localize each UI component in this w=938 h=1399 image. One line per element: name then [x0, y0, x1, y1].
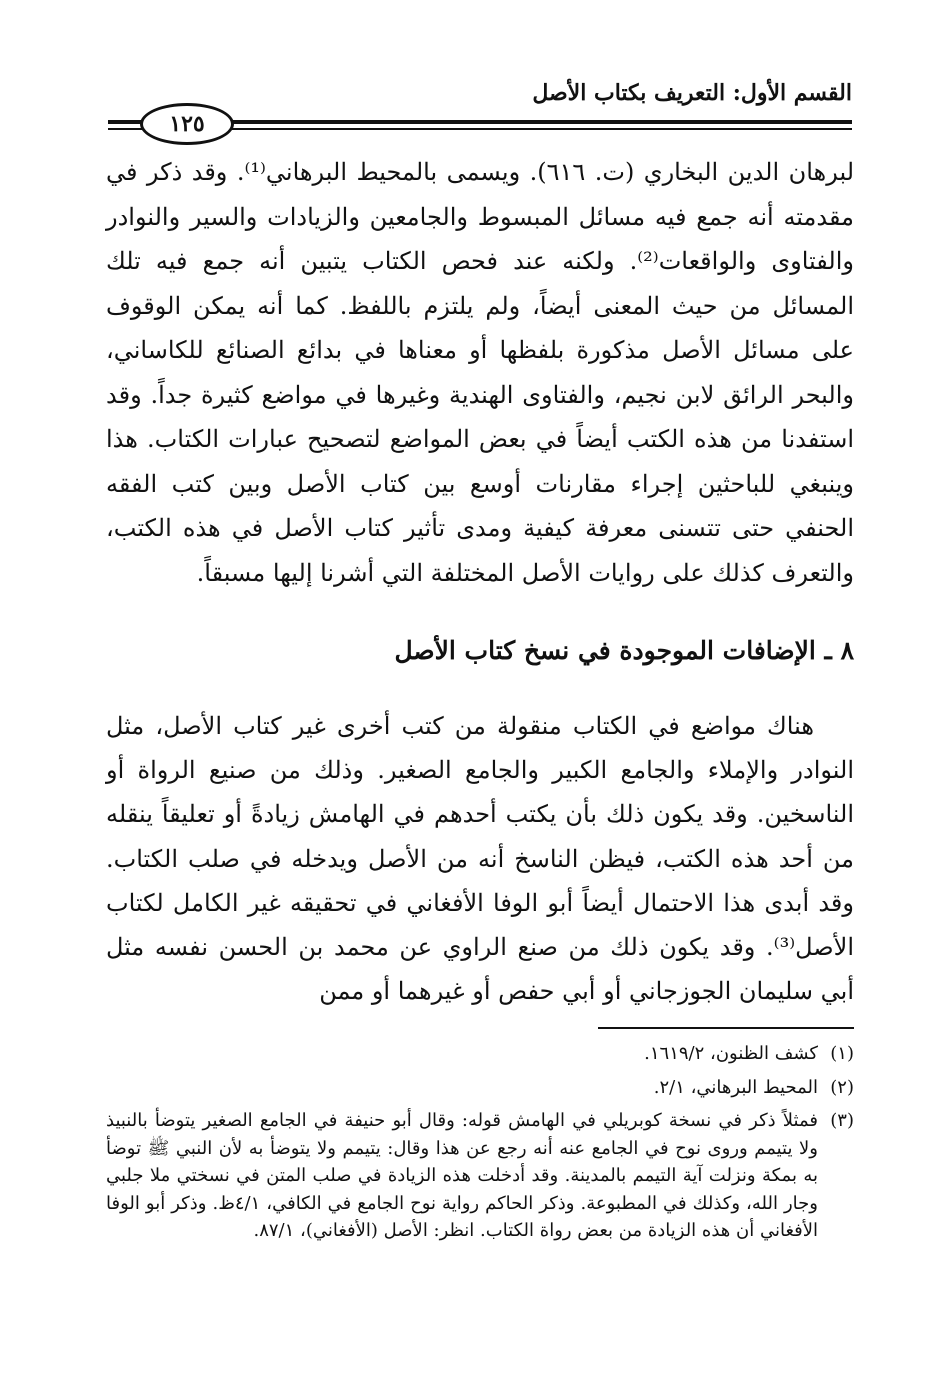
running-head-title: القسم الأول: التعريف بكتاب الأصل	[532, 80, 852, 106]
footnote-item	[106, 1074, 854, 1102]
paragraph-2-text: هناك مواضع في الكتاب منقولة من كتب أخرى غير كتاب الأصل، مثل النوادر والإملاء والجامع الكبير والجامع الصغير. وذلك من صنيع الرواة أو الناسخين. وقد يكون ذلك بأن يكتب أحدهم في الهامش زيادةً أو تعليقاً ينقله من أحد هذه الكتب، فيظن الناسخ أنه من الأصل ويدخله في صلب الكتاب. وقد أبدى هذا الاحتمال أيضاً أبو الوفا الأفغاني في تحقيقه غير الكامل لكتاب الأصل⁽³⁾. وقد يكون ذلك من صنع الراوي عن محمد بن الحسن نفسه مثل أبي سليمان الجوزجاني أو أبي حفص أو غيرهما أو ممن	[106, 712, 854, 1006]
footnote-item	[106, 1040, 854, 1068]
paragraph-1-text: لبرهان الدين البخاري (ت. ٦١٦). ويسمى بالمحيط البرهاني⁽¹⁾. وقد ذكر في مقدمته أنه جمع فيه مسائل المبسوط والجامعين والزيادات والسير والنوادر والفتاوى والواقعات⁽²⁾. ولكنه عند فحص الكتاب يتبين أنه جمع فيه تلك المسائل من حيث المعنى أيضاً، ولم يلتزم باللفظ. كما أنه يمكن الوقوف على مسائل الأصل مذكورة بلفظها أو معناها في بدائع الصنائع للكاساني، والبحر الرائق لابن نجيم، والفتاوى الهندية وغيرها في مواضع كثيرة جداً. وقد استفدنا من هذه الكتب أيضاً في بعض المواضع لتصحيح عبارات الكتاب. هذا وينبغي للباحثين إجراء مقارنات أوسع بين كتاب الأصل وبين كتب الفقه الحنفي حتى تتسنى معرفة كيفية ومدى تأثير كتاب الأصل في هذه الكتب، والتعرف كذلك على روايات الأصل المختلفة التي أشرنا إليها مسبقاً.	[106, 158, 855, 587]
footnote-text: فمثلاً ذكر في نسخة كوبريلي في الهامش قوله: وقال أبو حنيفة في الجامع الصغير يتوضأ بالنبيذ ولا يتيمم وروى نوح في الجامع عنه أنه رجع عن هذا وقال: يتيمم ولا يتوضأ به لأن النبي ﷺ توضأ به بمكة ونزلت آية التيمم بالمدينة. وقد أدخلت هذه الزيادة في صلب المتن في نسختي ملا جلبي وجار الله، وكذلك في المطبوعة. وذكر الحاكم رواية نوح الجامع في الكافي، ٤/١ظ. وذكر أبو الوفا الأفغاني أن هذه الزيادة من بعض رواة الكتاب. انظر: الأصل (الأفغاني)، ٨٧/١.	[106, 1110, 818, 1241]
footnote-number: (٣)	[830, 1110, 854, 1131]
footnote-number: (١)	[830, 1043, 854, 1064]
footnote-text: كشف الظنون، ١٦١٩/٢.	[644, 1043, 818, 1064]
footnotes-block	[106, 1040, 854, 1251]
footnote-separator-rule	[598, 1027, 854, 1029]
main-paragraph-1	[106, 150, 854, 595]
main-paragraph-2	[106, 704, 854, 1013]
footnote-number: (٢)	[830, 1076, 854, 1098]
page-number-badge: ١٢٥	[140, 103, 234, 145]
footnote-text: المحيط البرهاني، ٢/١.	[653, 1076, 818, 1098]
section-heading: ٨ ـ الإضافات الموجودة في نسخ كتاب الأصل	[394, 636, 854, 665]
footnote-item	[106, 1107, 854, 1245]
